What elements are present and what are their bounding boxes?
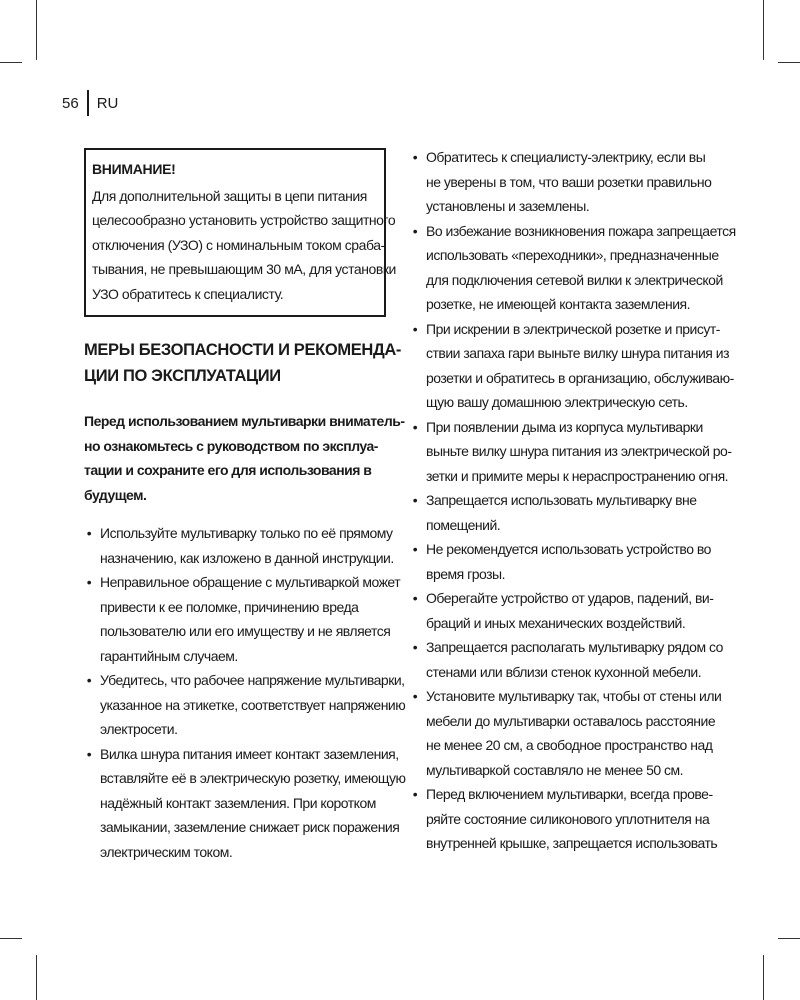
bullet-text-line: браций и иных механических воздействий. — [426, 614, 686, 631]
bullet-text-line: гарантийным случаем. — [100, 647, 238, 664]
bullet-marker: • — [86, 745, 92, 762]
bullet-marker: • — [412, 688, 418, 704]
bullet-item — [410, 488, 722, 537]
bullet-text-line: электрическим током. — [100, 843, 233, 860]
crop-mark — [763, 0, 764, 60]
warning-text-line: УЗО обратитесь к специалисту. — [92, 285, 284, 302]
bullet-marker: • — [412, 590, 418, 606]
bullet-text-line: Используйте мультиварку только по её прямому — [100, 525, 393, 541]
bullet-item — [410, 317, 734, 415]
page-number: 56 — [62, 94, 79, 112]
bullet-text-line: Вилка шнура питания имеет контакт заземления, — [100, 745, 399, 762]
bullet-text-line: Не рекомендуется использовать устройство во — [426, 541, 711, 557]
bullet-text-line: При появлении дыма из корпуса мультиварки — [426, 418, 703, 435]
crop-mark — [763, 955, 764, 1000]
bullet-text-line: ряйте состояние силиконового уплотнителя на — [426, 810, 710, 827]
warning-title: ВНИМАНИЕ! — [92, 161, 176, 177]
bullet-text-line: привести к ее поломке, причинению вреда — [100, 598, 359, 615]
intro-line: будущем. — [84, 486, 147, 503]
bullet-text-line: Установите мультиварку так, чтобы от стены или — [426, 688, 722, 704]
bullet-marker: • — [412, 418, 418, 435]
bullet-text-line: для подключения сетевой вилки к электрической — [426, 271, 723, 288]
intro-line: тации и сохраните его для использования в — [84, 462, 372, 478]
bullet-text-line: не менее 20 см, а свободное пространство над — [426, 737, 713, 753]
crop-mark — [778, 62, 800, 63]
bullet-text-line: розетки и обратитесь в организацию, обслуживаю- — [426, 369, 734, 386]
bullet-item — [410, 586, 722, 635]
section-title-line: МЕРЫ БЕЗОПАСНОСТИ И РЕКОМЕНДА- — [84, 341, 402, 359]
bullet-text-line: вставляйте её в электрическую розетку, имеющую — [100, 770, 406, 786]
bullet-item — [410, 537, 722, 586]
crop-mark — [36, 955, 37, 1000]
bullet-text-line: выньте вилку шнура питания из электрической ро- — [426, 443, 732, 459]
bullet-item — [410, 145, 722, 219]
bullet-item — [410, 415, 732, 489]
bullet-item — [84, 668, 406, 742]
bullet-marker: • — [86, 574, 92, 590]
bullet-marker: • — [86, 525, 92, 541]
bullet-text-line: стенами или вблизи стенок кухонной мебели. — [426, 663, 702, 680]
bullet-marker: • — [412, 786, 418, 802]
bullet-text-line: ствии запаха гари выньте вилку шнура питания из — [426, 345, 729, 361]
left-bullet-list — [84, 521, 406, 864]
bullet-text-line: внутренней крышке, запрещается использовать — [426, 835, 718, 851]
bullet-marker: • — [412, 639, 418, 655]
intro-line: Перед использованием мультиварки вниматель- — [84, 413, 405, 429]
section-title — [84, 337, 402, 389]
bullet-text-line: не уверены в том, что ваши розетки правильно — [426, 173, 712, 190]
crop-mark — [778, 938, 800, 939]
page-header — [62, 90, 118, 116]
bullet-marker: • — [412, 149, 418, 165]
bullet-text-line: указанное на этикетке, соответствует напряжению — [100, 696, 406, 713]
bullet-item — [84, 570, 401, 668]
bullet-text-line: зетки и примите меры к нераспространению огня. — [426, 467, 729, 484]
warning-text-line: отключения (УЗО) с номинальным током сраба- — [92, 236, 385, 253]
bullet-text-line: использовать «переходники», предназначенные — [426, 247, 719, 263]
bullet-marker: • — [412, 320, 418, 337]
left-column — [84, 148, 406, 864]
bullet-text-line: щую вашу домашнюю электрическую сеть. — [426, 394, 688, 410]
bullet-item — [410, 635, 722, 684]
bullet-item — [84, 521, 394, 570]
bullet-text-line: назначению, как изложено в данной инструкции. — [100, 549, 394, 566]
bullet-text-line: мебели до мультиварки оставалось расстояние — [426, 712, 716, 729]
bullet-item — [84, 742, 406, 865]
warning-text-line: Для дополнительной защиты в цепи питания — [92, 187, 367, 204]
warning-text-line: целесообразно установить устройство защитного — [92, 212, 396, 228]
bullet-text-line: надёжный контакт заземления. При коротком — [100, 794, 376, 811]
bullet-marker: • — [86, 672, 92, 688]
bullet-text-line: розетке, не имеющей контакта заземления. — [426, 296, 691, 312]
bullet-text-line: замыкании, заземление снижает риск поражения — [100, 819, 400, 835]
bullet-marker: • — [412, 541, 418, 557]
bullet-item — [410, 219, 736, 317]
right-bullet-list — [410, 145, 736, 856]
bullet-marker: • — [412, 492, 418, 508]
bullet-text-line: электросети. — [100, 721, 178, 737]
crop-mark — [0, 62, 22, 63]
bullet-text-line: Запрещается использовать мультиварку вне — [426, 492, 697, 508]
bullet-text-line: Запрещается располагать мультиварку рядом со — [426, 639, 723, 655]
bullet-item — [410, 684, 722, 782]
bullet-text-line: Во избежание возникновения пожара запрещается — [426, 222, 736, 239]
right-column — [410, 145, 736, 856]
intro-line: но ознакомьтесь с руководством по эксплуа- — [84, 437, 378, 454]
warning-text-line: тывания, не превышающим 30 мА, для установки — [92, 261, 396, 277]
bullet-text-line: время грозы. — [426, 565, 505, 582]
bullet-text-line: помещений. — [426, 516, 501, 533]
bullet-text-line: Перед включением мультиварки, всегда прове- — [426, 786, 713, 802]
section-title-line: ЦИИ ПО ЭКСПЛУАТАЦИИ — [84, 367, 281, 385]
language-label: RU — [96, 94, 119, 112]
bullet-marker: • — [412, 222, 418, 239]
crop-mark — [36, 0, 37, 60]
intro-paragraph — [84, 409, 405, 507]
bullet-text-line: мультиваркой составляло не менее 50 см. — [426, 761, 684, 778]
bullet-text-line: установлены и заземлены. — [426, 198, 590, 214]
bullet-text-line: Убедитесь, что рабочее напряжение мультиварки, — [100, 672, 405, 688]
bullet-item — [410, 782, 722, 856]
bullet-text-line: Оберегайте устройство от ударов, падений, ви- — [426, 590, 714, 606]
bullet-text-line: Обратитесь к специалисту-электрику, если вы — [426, 149, 706, 165]
crop-mark — [0, 938, 22, 939]
bullet-text-line: Неправильное обращение с мультиваркой может — [100, 574, 401, 590]
bullet-text-line: При искрении в электрической розетке и присут- — [426, 320, 720, 337]
bullet-text-line: пользователю или его имуществу и не является — [100, 623, 391, 639]
warning-box — [84, 148, 396, 317]
